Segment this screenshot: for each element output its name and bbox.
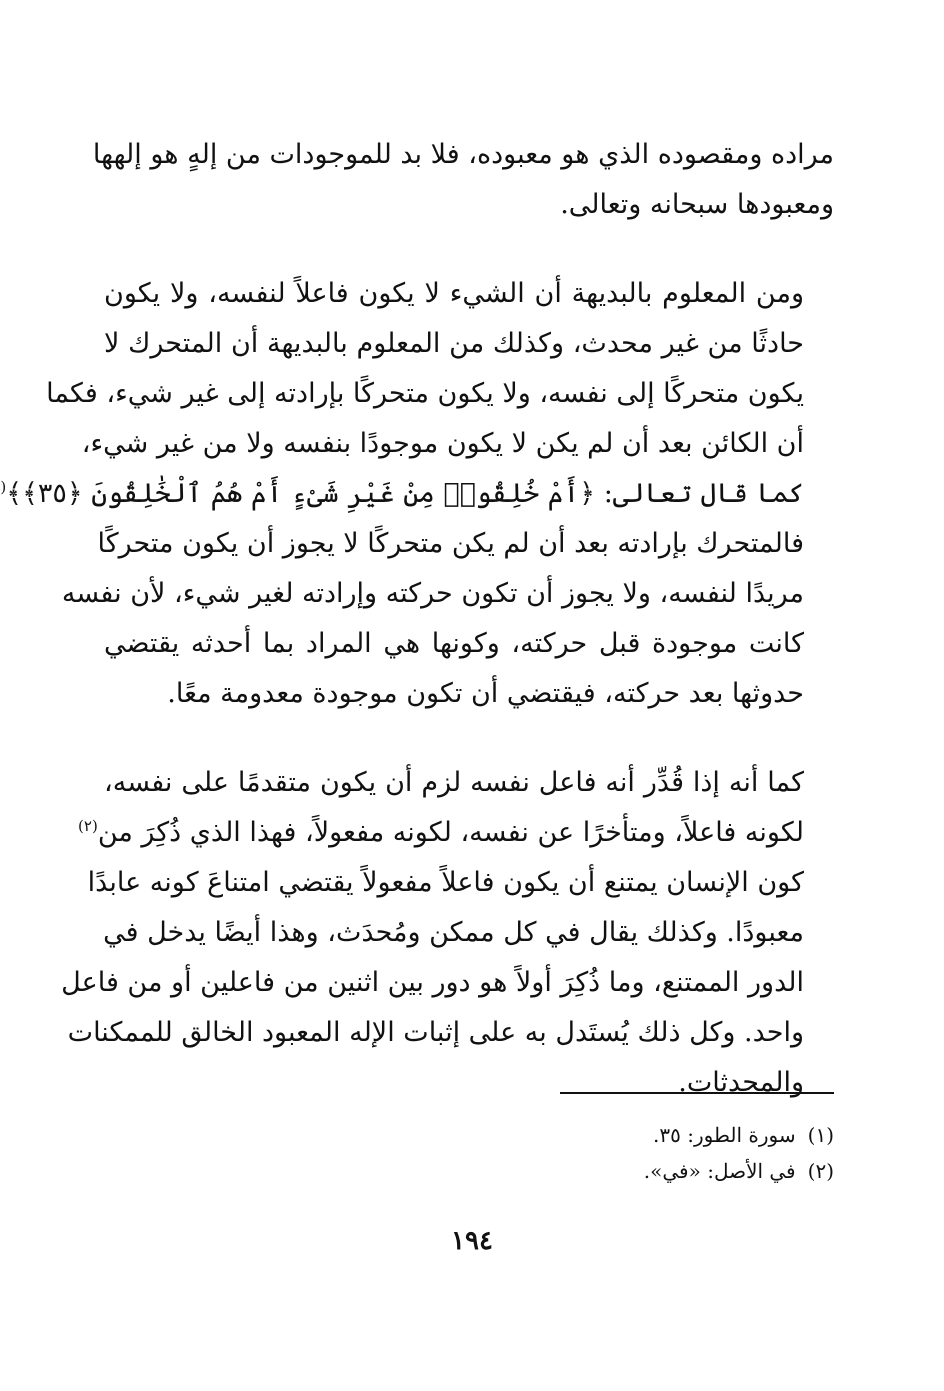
footnote-text: في الأصل: «في». (643, 1159, 796, 1183)
text-line: كما أنه إذا قُدِّر أنه فاعل نفسه لزم أن يكون متقدمًا على نفسه، (104, 767, 804, 798)
paragraph-2 (0, 269, 834, 719)
paragraph-1 (92, 130, 834, 230)
text-line: كانت موجودة قبل حركته، وكونها هي المراد بما أحدثه يقتضي (104, 628, 804, 659)
text-line: معبودًا. وكذلك يقال في كل ممكن ومُحدَث، وهذا أيضًا يدخل في (103, 917, 804, 948)
text-line: أن الكائن بعد أن لم يكن لا يكون موجودًا بنفسه ولا من غير شيء، (81, 428, 804, 459)
footnotes (560, 1117, 834, 1189)
footnote-number: (٢) (807, 1159, 834, 1183)
footnote-marker-2: (٢) (78, 817, 98, 835)
text-line: ومعبودها سبحانه وتعالى. (560, 189, 834, 220)
verse-text: كما قال تعالى: ﴿أَمْ خُلِقُوا۟ مِنْ غَيْرِ شَىْءٍ أَمْ هُمُ ٱلْخَٰلِقُونَ ﴿٣٥﴾﴾ (6, 478, 804, 509)
page-number: ١٩٤ (451, 1226, 493, 1256)
page-body (0, 130, 834, 1108)
footnote-text: سورة الطور: ٣٥. (653, 1123, 796, 1147)
text-line: حادثًا من غير محدث، وكذلك من المعلوم بالبديهة أن المتحرك لا (104, 328, 804, 359)
line-text: لكونه فاعلاً، ومتأخرًا عن نفسه، لكونه مفعولاً، فهذا الذي ذُكِرَ من (97, 817, 804, 848)
text-line: والمحدثات. (678, 1067, 804, 1098)
footnote-number: (١) (807, 1123, 834, 1147)
text-line: كون الإنسان يمتنع أن يكون فاعلاً مفعولاً يقتضي امتناعَ كونه عابدًا (87, 867, 804, 898)
footnote-1 (560, 1117, 834, 1153)
footnote-marker-1: ( (0, 478, 7, 496)
text-line: واحد. وكل ذلك يُستَدل به على إثبات الإله المعبود الخالق للممكنات (67, 1017, 804, 1048)
text-line: الدور الممتنع، وما ذُكِرَ أولاً هو دور بين اثنين من فاعلين أو من فاعل (61, 967, 804, 998)
text-line: مراده ومقصوده الذي هو معبوده، فلا بد للموجودات من إلهٍ هو إلهها (92, 139, 834, 170)
text-line-with-marker (78, 808, 834, 858)
paragraph-3 (61, 758, 834, 1108)
footnote-separator (560, 1092, 834, 1094)
footnote-2 (560, 1153, 834, 1189)
text-line: حدوثها بعد حركته، فيقتضي أن تكون موجودة معدومة معًا. (167, 678, 804, 709)
text-line: يكون متحركًا إلى نفسه، ولا يكون متحركًا بإرادته إلى غير شيء، فكما (46, 378, 804, 409)
text-line: مريدًا لنفسه، ولا يجوز أن تكون حركته وإرادته لغير شيء، لأن نفسه (61, 578, 804, 609)
text-line: فالمتحرك بإرادته بعد أن لم يكن متحركًا لا يجوز أن يكون متحركًا (97, 528, 804, 559)
text-line: ومن المعلوم بالبديهة أن الشيء لا يكون فاعلاً لنفسه، ولا يكون (104, 278, 804, 309)
quran-verse-line (0, 469, 834, 519)
